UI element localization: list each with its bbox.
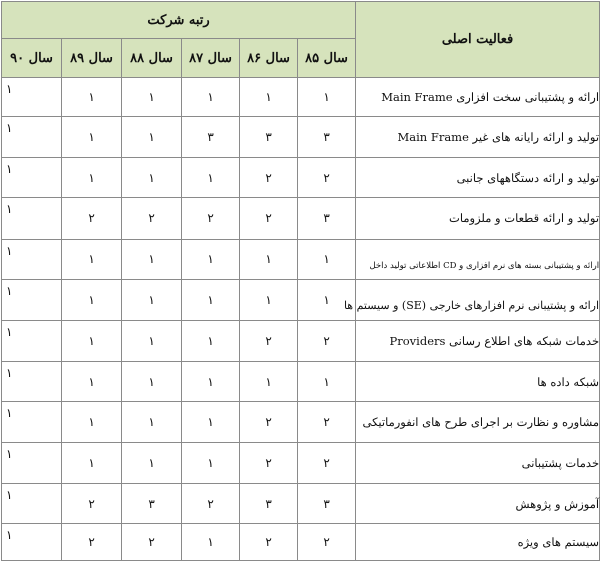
rank-cell: ۳ bbox=[298, 116, 356, 158]
activity-cell: ارائه و پشتیبانی نرم افزارهای خارجی (SE) و سیستم ها bbox=[356, 280, 600, 321]
rank-cell: ۱ bbox=[2, 321, 62, 362]
rank-cell: ۱ bbox=[182, 280, 240, 321]
year-header: سال ۸۵ bbox=[298, 39, 356, 78]
rank-cell: ۲ bbox=[298, 524, 356, 561]
rank-cell: ۲ bbox=[122, 524, 182, 561]
rank-cell: ۱ bbox=[182, 361, 240, 402]
rank-cell: ۱ bbox=[240, 78, 298, 117]
rank-cell: ۱ bbox=[62, 443, 122, 484]
rank-cell: ۳ bbox=[298, 197, 356, 239]
rank-cell: ۱ bbox=[122, 78, 182, 117]
rank-cell: ۱ bbox=[122, 402, 182, 443]
table-row bbox=[2, 361, 600, 402]
year-header: سال ۸۷ bbox=[182, 39, 240, 78]
rank-cell: ۱ bbox=[298, 361, 356, 402]
rank-cell: ۲ bbox=[62, 197, 122, 239]
activity-cell: تولید و ارائه رایانه های غیر Main Frame bbox=[356, 116, 600, 158]
rank-cell: ۱ bbox=[298, 78, 356, 117]
rank-cell: ۱ bbox=[2, 443, 62, 484]
rank-cell: ۱ bbox=[122, 116, 182, 158]
table-row bbox=[2, 158, 600, 198]
activity-cell: تولید و ارائه قطعات و ملزومات bbox=[356, 197, 600, 239]
rank-cell: ۱ bbox=[62, 116, 122, 158]
rank-cell: ۱ bbox=[2, 239, 62, 280]
rank-cell: ۲ bbox=[240, 524, 298, 561]
rank-cell: ۱ bbox=[62, 158, 122, 198]
table-row bbox=[2, 197, 600, 239]
rank-cell: ۱ bbox=[240, 239, 298, 280]
rank-cell: ۱ bbox=[182, 402, 240, 443]
rank-cell: ۲ bbox=[298, 321, 356, 362]
rank-cell: ۱ bbox=[182, 524, 240, 561]
activity-cell: آموزش و پژوهش bbox=[356, 483, 600, 524]
rank-cell: ۲ bbox=[122, 197, 182, 239]
rank-cell: ۱ bbox=[2, 116, 62, 158]
rank-cell: ۱ bbox=[62, 239, 122, 280]
rank-cell: ۳ bbox=[240, 483, 298, 524]
table-row bbox=[2, 483, 600, 524]
table-row bbox=[2, 402, 600, 443]
rank-cell: ۱ bbox=[182, 158, 240, 198]
rank-cell: ۱ bbox=[62, 280, 122, 321]
rank-cell: ۱ bbox=[298, 239, 356, 280]
rank-cell: ۱ bbox=[122, 239, 182, 280]
rank-cell: ۱ bbox=[182, 78, 240, 117]
table-row bbox=[2, 116, 600, 158]
rank-cell: ۱ bbox=[62, 402, 122, 443]
rank-cell: ۱ bbox=[122, 321, 182, 362]
rank-cell: ۱ bbox=[62, 321, 122, 362]
year-header: سال ۸۹ bbox=[62, 39, 122, 78]
rank-cell: ۱ bbox=[298, 280, 356, 321]
table-row bbox=[2, 280, 600, 321]
rank-cell: ۲ bbox=[298, 158, 356, 198]
rank-cell: ۱ bbox=[182, 321, 240, 362]
rank-cell: ۱ bbox=[240, 361, 298, 402]
table-row bbox=[2, 321, 600, 362]
rank-cell: ۱ bbox=[122, 361, 182, 402]
year-header: سال ۸۸ bbox=[122, 39, 182, 78]
rank-cell: ۲ bbox=[182, 483, 240, 524]
rank-cell: ۱ bbox=[182, 239, 240, 280]
rank-cell: ۲ bbox=[240, 197, 298, 239]
rank-cell: ۱ bbox=[62, 78, 122, 117]
year-header: سال ۸۶ bbox=[240, 39, 298, 78]
rank-cell: ۳ bbox=[240, 116, 298, 158]
activity-cell: ارائه و پشتیبانی سخت افزاری Main Frame bbox=[356, 78, 600, 117]
rank-cell: ۲ bbox=[240, 443, 298, 484]
table-body bbox=[2, 78, 600, 561]
rank-cell: ۲ bbox=[182, 197, 240, 239]
rank-cell: ۱ bbox=[2, 402, 62, 443]
rank-cell: ۱ bbox=[2, 280, 62, 321]
rank-cell: ۲ bbox=[62, 483, 122, 524]
rank-cell: ۲ bbox=[298, 402, 356, 443]
rank-cell: ۳ bbox=[122, 483, 182, 524]
rank-cell: ۲ bbox=[298, 443, 356, 484]
rank-cell: ۱ bbox=[122, 443, 182, 484]
rank-cell: ۱ bbox=[122, 158, 182, 198]
rank-cell: ۱ bbox=[182, 443, 240, 484]
rank-header: رتبه شرکت bbox=[2, 2, 356, 39]
rank-cell: ۱ bbox=[62, 361, 122, 402]
table-row bbox=[2, 443, 600, 484]
ranking-table bbox=[1, 1, 600, 561]
activity-cell: شبکه داده ها bbox=[356, 361, 600, 402]
rank-cell: ۳ bbox=[182, 116, 240, 158]
activity-cell: مشاوره و نظارت بر اجرای طرح های انفورماتیکی bbox=[356, 402, 600, 443]
activity-header: فعالیت اصلی bbox=[356, 2, 600, 78]
rank-cell: ۳ bbox=[298, 483, 356, 524]
rank-cell: ۱ bbox=[2, 361, 62, 402]
table-row bbox=[2, 239, 600, 280]
table-row bbox=[2, 78, 600, 117]
rank-cell: ۱ bbox=[240, 280, 298, 321]
rank-cell: ۲ bbox=[240, 321, 298, 362]
rank-cell: ۱ bbox=[2, 524, 62, 561]
rank-cell: ۲ bbox=[240, 158, 298, 198]
rank-cell: ۲ bbox=[62, 524, 122, 561]
activity-cell: سیستم های ویژه bbox=[356, 524, 600, 561]
table-row bbox=[2, 524, 600, 561]
rank-cell: ۱ bbox=[2, 197, 62, 239]
rank-cell: ۱ bbox=[2, 78, 62, 117]
rank-cell: ۱ bbox=[2, 483, 62, 524]
year-header: سال ۹۰ bbox=[2, 39, 62, 78]
activity-cell: خدمات شبکه های اطلاع رسانی Providers bbox=[356, 321, 600, 362]
activity-cell: ارائه و پشتیبانی بسته های نرم افزاری و CD اطلاعاتی تولید داخل bbox=[356, 239, 600, 280]
rank-cell: ۱ bbox=[2, 158, 62, 198]
activity-cell: خدمات پشتیبانی bbox=[356, 443, 600, 484]
activity-cell: تولید و ارائه دستگاههای جانبی bbox=[356, 158, 600, 198]
rank-cell: ۱ bbox=[122, 280, 182, 321]
rank-cell: ۲ bbox=[240, 402, 298, 443]
